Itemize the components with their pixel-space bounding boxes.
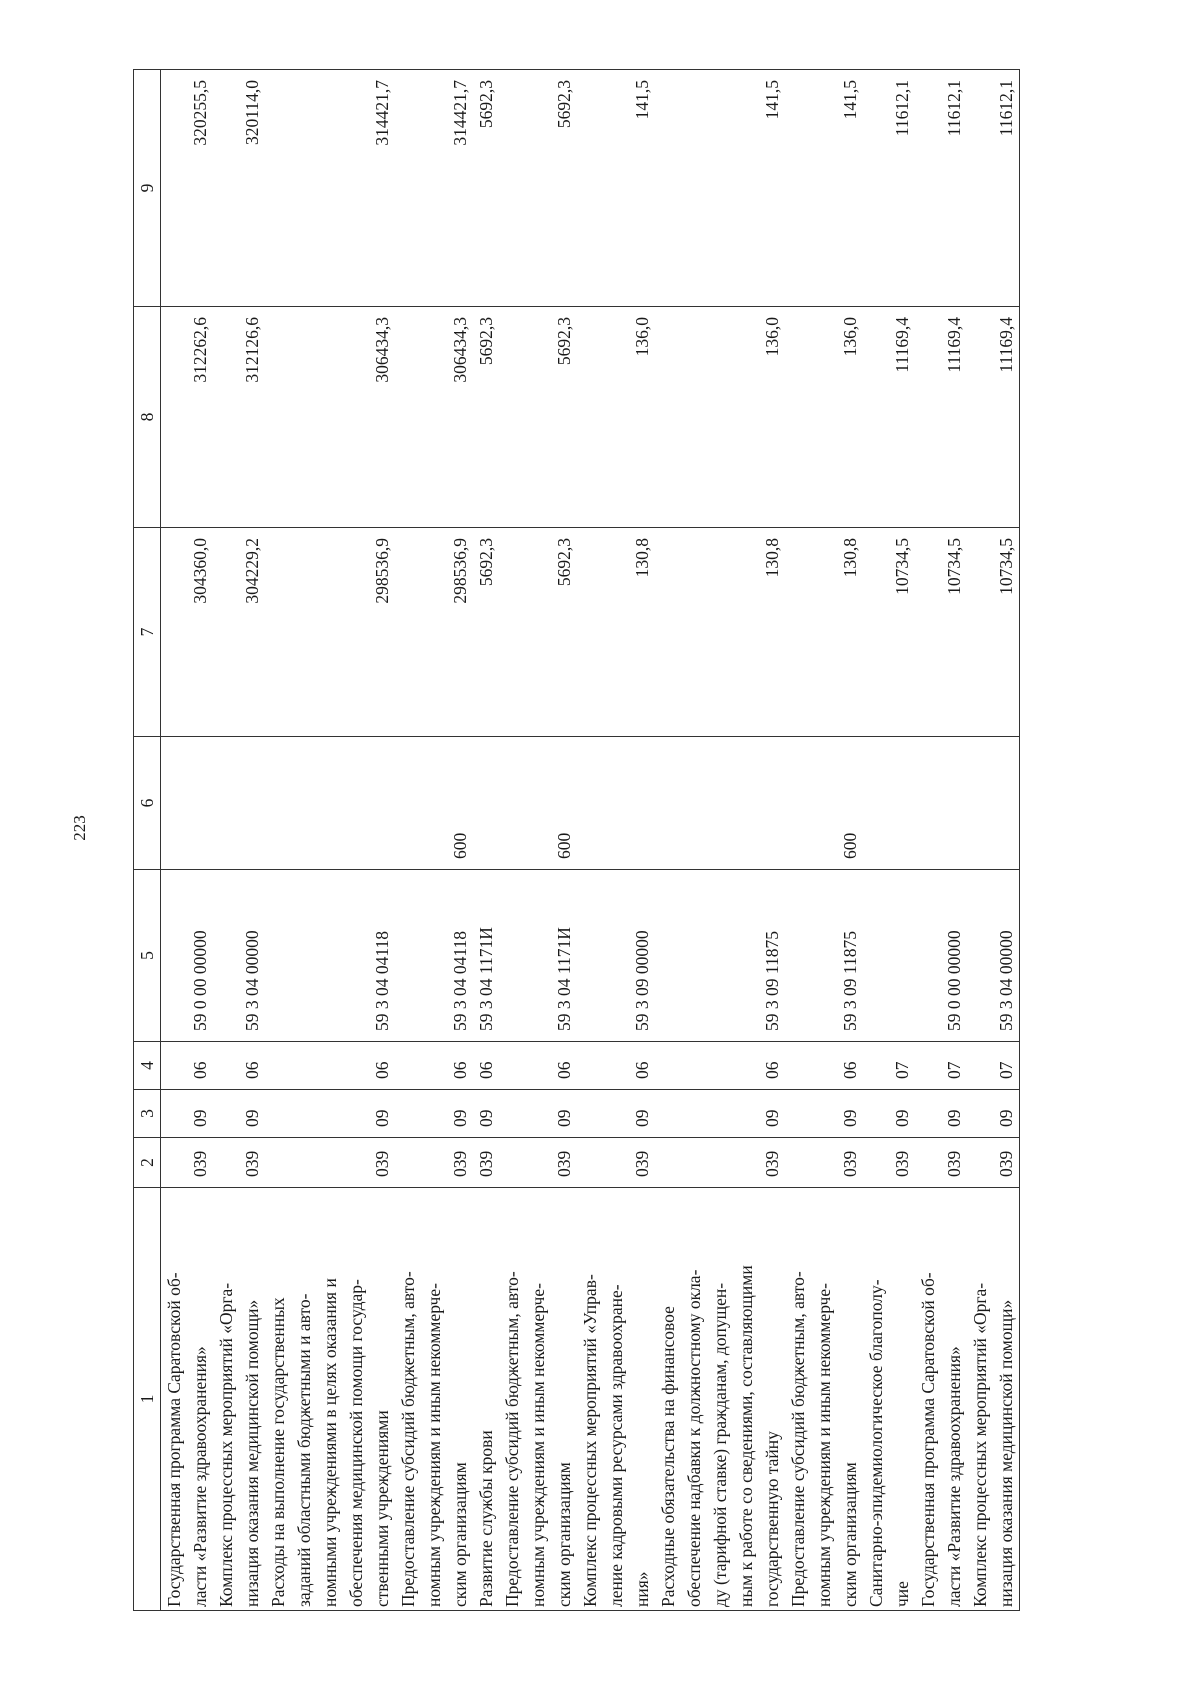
description-line: обеспечения медицинской помощи государ- [346,1279,366,1607]
cell-value: 039 [554,1150,574,1177]
cell-value: 600 [554,832,574,859]
description-line: номным учреждениям и иным некоммерче- [528,1283,548,1607]
cell-value: 09 [892,1109,912,1127]
cell-value: 5692,3 [476,317,496,366]
section-cell [577,1090,655,1138]
amount-year2-cell [473,307,499,528]
cell-value: 07 [996,1061,1016,1079]
description-line: Предоставление субсидий бюджетным, авто- [788,1271,808,1607]
cell-value: 59 3 04 04118 [450,931,470,1031]
cell-value: 06 [242,1061,262,1079]
section-cell [785,1090,863,1138]
section-cell [265,1090,395,1138]
cell-value: 306434,3 [372,317,392,383]
table-row [473,70,499,1611]
cell-value: 039 [190,1150,210,1177]
cell-value: 07 [944,1061,964,1079]
target-article-cell [473,870,499,1042]
cell-value: 039 [892,1150,912,1177]
target-article-cell [395,870,473,1042]
cell-value: 11169,4 [944,317,964,373]
amount-year3-cell [265,70,395,307]
subsection-cell [161,1042,214,1090]
description-line: ния» [632,1571,652,1607]
amount-year1-cell [863,528,915,737]
cell-value: 298536,9 [450,538,470,604]
subsection-cell [915,1042,967,1090]
cell-value: 09 [450,1109,470,1127]
amount-year1-cell [499,528,577,737]
amount-year1-cell [473,528,499,737]
cell-value: 09 [372,1109,392,1127]
section-cell [499,1090,577,1138]
description-line: Государственная программа Саратовской об- [164,1272,184,1607]
cell-value: 130,8 [840,538,860,578]
cell-value: 11169,4 [996,317,1016,373]
admin-code-cell [473,1138,499,1188]
description-line: номным учреждениям и иным некоммерче- [814,1283,834,1607]
amount-year2-cell [785,307,863,528]
amount-year3-cell [915,70,967,307]
description-line: ласти «Развитие здравоохранения» [944,1346,964,1607]
expense-type-cell [577,737,655,870]
amount-year2-cell [655,307,785,528]
amount-year2-cell [499,307,577,528]
cell-value: 10734,5 [892,538,912,595]
admin-code-cell [499,1138,577,1188]
column-header: 5 [134,870,161,1042]
cell-value: 136,0 [632,317,652,357]
row-description [577,1188,655,1611]
column-header: 4 [134,1042,161,1090]
cell-value: 304360,0 [190,538,210,604]
amount-year2-cell [395,307,473,528]
row-description [967,1188,1020,1611]
amount-year3-cell [395,70,473,307]
expense-type-cell [395,737,473,870]
row-description [655,1188,785,1611]
amount-year1-cell [655,528,785,737]
amount-year3-cell [577,70,655,307]
table-row [577,70,655,1611]
description-line: низация оказания медицинской помощи» [996,1299,1016,1607]
cell-value: 298536,9 [372,538,392,604]
cell-value: 039 [762,1150,782,1177]
cell-value: 600 [840,832,860,859]
table-row [915,70,967,1611]
amount-year2-cell [213,307,265,528]
cell-value: 320255,5 [190,80,210,146]
expense-type-cell [915,737,967,870]
cell-value: 306434,3 [450,317,470,383]
subsection-cell [265,1042,395,1090]
cell-value: 09 [190,1109,210,1127]
row-description [785,1188,863,1611]
description-line: ским организациям [450,1462,470,1607]
subsection-cell [863,1042,915,1090]
cell-value: 11169,4 [892,317,912,373]
row-description [395,1188,473,1611]
amount-year1-cell [161,528,214,737]
amount-year2-cell [915,307,967,528]
cell-value: 59 3 04 00000 [242,930,262,1031]
amount-year1-cell [967,528,1020,737]
amount-year2-cell [863,307,915,528]
column-header: 7 [134,528,161,737]
section-cell [473,1090,499,1138]
description-line: номным учреждениям и иным некоммерче- [424,1283,444,1607]
cell-value: 5692,3 [554,317,574,366]
cell-value: 59 3 04 1171И [554,927,574,1031]
cell-value: 59 3 09 00000 [632,930,652,1031]
expense-type-cell [213,737,265,870]
cell-value: 11612,1 [944,80,964,137]
expense-type-cell [967,737,1020,870]
cell-value: 09 [840,1109,860,1127]
cell-value: 09 [944,1109,964,1127]
expense-type-cell [161,737,214,870]
description-line: обеспечение надбавки к должностному окла- [684,1269,704,1607]
budget-table-container [133,70,1140,1611]
table-row [655,70,785,1611]
cell-value: 06 [450,1061,470,1079]
cell-value: 039 [840,1150,860,1177]
subsection-cell [785,1042,863,1090]
table-row [265,70,395,1611]
target-article-cell [863,870,915,1042]
description-line: ласти «Развитие здравоохранения» [190,1346,210,1607]
subsection-cell [499,1042,577,1090]
description-line: Развитие службы крови [476,1430,496,1607]
cell-value: 141,5 [632,80,652,120]
table-row [967,70,1020,1611]
cell-value: 11612,1 [892,80,912,137]
description-line: Комплекс процессных мероприятий «Орга- [216,1282,236,1607]
cell-value: 312126,6 [242,317,262,383]
cell-value: 09 [476,1109,496,1127]
amount-year3-cell [655,70,785,307]
description-line: Государственная программа Саратовской об- [918,1272,938,1607]
description-line: ным к работе со сведениями, составляющими [736,1265,756,1607]
cell-value: 039 [944,1150,964,1177]
section-cell [967,1090,1020,1138]
amount-year1-cell [213,528,265,737]
cell-value: 5692,3 [554,538,574,587]
section-cell [161,1090,214,1138]
row-description [863,1188,915,1611]
description-line: ским организациям [554,1462,574,1607]
cell-value: 59 3 04 1171И [476,927,496,1031]
target-article-cell [213,870,265,1042]
target-article-cell [577,870,655,1042]
admin-code-cell [863,1138,915,1188]
admin-code-cell [213,1138,265,1188]
cell-value: 314421,7 [372,80,392,146]
amount-year3-cell [863,70,915,307]
cell-value: 130,8 [632,538,652,578]
section-cell [863,1090,915,1138]
description-line: Санитарно-эпидемиологическое благополу- [866,1279,886,1607]
cell-value: 039 [996,1150,1016,1177]
column-header: 6 [134,737,161,870]
expense-type-cell [473,737,499,870]
table-row [863,70,915,1611]
amount-year1-cell [785,528,863,737]
cell-value: 59 0 00 00000 [944,930,964,1031]
target-article-cell [655,870,785,1042]
admin-code-cell [915,1138,967,1188]
cell-value: 11612,1 [996,80,1016,137]
admin-code-cell [265,1138,395,1188]
cell-value: 5692,3 [554,80,574,129]
section-cell [915,1090,967,1138]
cell-value: 06 [372,1061,392,1079]
amount-year3-cell [499,70,577,307]
amount-year2-cell [265,307,395,528]
cell-value: 136,0 [840,317,860,357]
description-line: государственную тайну [762,1431,782,1607]
cell-value: 039 [372,1150,392,1177]
expense-type-cell [863,737,915,870]
cell-value: 141,5 [840,80,860,120]
cell-value: 136,0 [762,317,782,357]
subsection-cell [213,1042,265,1090]
subsection-cell [473,1042,499,1090]
amount-year1-cell [915,528,967,737]
description-line: Комплекс процессных мероприятий «Орга- [970,1282,990,1607]
row-description [499,1188,577,1611]
table-row [161,70,214,1611]
amount-year1-cell [265,528,395,737]
subsection-cell [655,1042,785,1090]
table-row [499,70,577,1611]
table-row [395,70,473,1611]
expense-type-cell [655,737,785,870]
amount-year3-cell [213,70,265,307]
cell-value: 09 [242,1109,262,1127]
cell-value: 039 [476,1150,496,1177]
table-row [213,70,265,1611]
amount-year3-cell [967,70,1020,307]
expense-type-cell [265,737,395,870]
row-description [915,1188,967,1611]
description-line: ственными учреждениями [372,1410,392,1607]
description-line: Предоставление субсидий бюджетным, авто- [398,1271,418,1607]
cell-value: 5692,3 [476,80,496,129]
cell-value: 320114,0 [242,80,262,145]
description-line: низация оказания медицинской помощи» [242,1299,262,1607]
amount-year2-cell [577,307,655,528]
subsection-cell [967,1042,1020,1090]
admin-code-cell [967,1138,1020,1188]
amount-year3-cell [785,70,863,307]
row-description [265,1188,395,1611]
column-header: 2 [134,1138,161,1188]
section-cell [213,1090,265,1138]
section-cell [655,1090,785,1138]
cell-value: 039 [450,1150,470,1177]
expense-type-cell [499,737,577,870]
cell-value: 600 [450,832,470,859]
cell-value: 09 [762,1109,782,1127]
target-article-cell [967,870,1020,1042]
cell-value: 5692,3 [476,538,496,587]
cell-value: 06 [840,1061,860,1079]
target-article-cell [265,870,395,1042]
expense-type-cell [785,737,863,870]
target-article-cell [785,870,863,1042]
row-description [213,1188,265,1611]
cell-value: 304229,2 [242,538,262,604]
cell-value: 314421,7 [450,80,470,146]
cell-value: 130,8 [762,538,782,578]
target-article-cell [499,870,577,1042]
admin-code-cell [577,1138,655,1188]
cell-value: 09 [554,1109,574,1127]
cell-value: 312262,6 [190,317,210,383]
amount-year1-cell [577,528,655,737]
subsection-cell [395,1042,473,1090]
amount-year2-cell [967,307,1020,528]
description-line: заданий областными бюджетными и авто- [294,1293,314,1607]
amount-year1-cell [395,528,473,737]
table-row [785,70,863,1611]
admin-code-cell [161,1138,214,1188]
target-article-cell [915,870,967,1042]
cell-value: 06 [554,1061,574,1079]
cell-value: 06 [476,1061,496,1079]
cell-value: 039 [242,1150,262,1177]
subsection-cell [577,1042,655,1090]
description-line: Комплекс процессных мероприятий «Управ- [580,1274,600,1607]
column-header: 3 [134,1090,161,1138]
cell-value: 07 [892,1061,912,1079]
description-line: ду (тарифной ставке) гражданам, допущен- [710,1282,730,1607]
cell-value: 09 [632,1109,652,1127]
cell-value: 59 0 00 00000 [190,930,210,1031]
admin-code-cell [655,1138,785,1188]
description-line: ским организациям [840,1462,860,1607]
header-row [134,70,161,1611]
cell-value: 039 [632,1150,652,1177]
column-header: 8 [134,307,161,528]
row-description [161,1188,214,1611]
column-header: 9 [134,70,161,307]
cell-value: 06 [190,1061,210,1079]
cell-value: 10734,5 [944,538,964,595]
target-article-cell [161,870,214,1042]
description-line: Предоставление субсидий бюджетным, авто- [502,1271,522,1607]
budget-table [133,69,1020,1611]
column-header: 1 [134,1188,161,1611]
amount-year2-cell [161,307,214,528]
section-cell [395,1090,473,1138]
description-line: номными учреждениями в целях оказания и [320,1278,340,1607]
description-line: ление кадровыми ресурсами здравоохране- [606,1284,626,1607]
admin-code-cell [395,1138,473,1188]
description-line: Расходные обязательства на финансовое [658,1306,678,1607]
cell-value: 141,5 [762,80,782,120]
amount-year3-cell [161,70,214,307]
row-description [473,1188,499,1611]
cell-value: 59 3 04 00000 [996,930,1016,1031]
cell-value: 06 [632,1061,652,1079]
description-line: Расходы на выполнение государственных [268,1297,288,1607]
page-number: 223 [70,815,89,841]
cell-value: 59 3 09 11875 [840,931,860,1031]
amount-year3-cell [473,70,499,307]
cell-value: 59 3 09 11875 [762,931,782,1031]
cell-value: 10734,5 [996,538,1016,595]
admin-code-cell [785,1138,863,1188]
cell-value: 59 3 04 04118 [372,931,392,1031]
cell-value: 06 [762,1061,782,1079]
description-line: чие [892,1581,912,1607]
cell-value: 09 [996,1109,1016,1127]
